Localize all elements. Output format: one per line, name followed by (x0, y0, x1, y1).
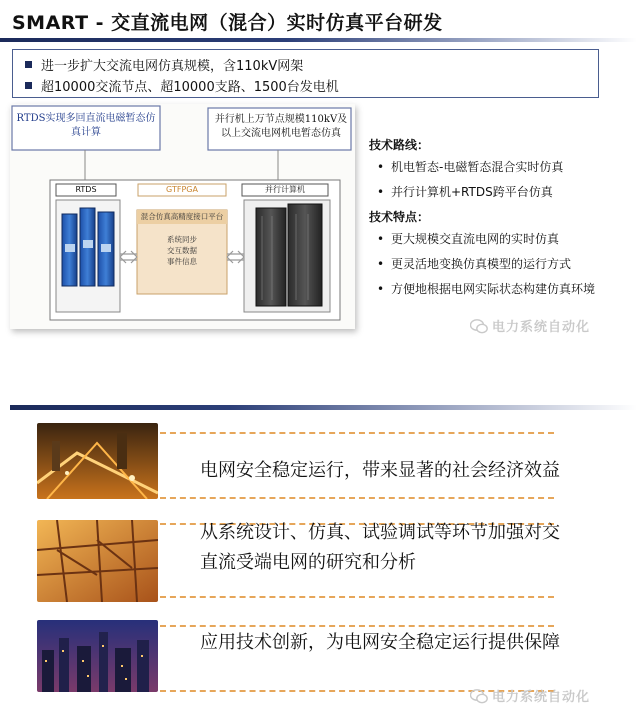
benefit-text: 应用技术创新，为电网安全稳定运行提供保障 (200, 632, 560, 653)
tech-route-heading: 技术路线： (369, 138, 430, 152)
dashed-rule (160, 596, 554, 598)
dashed-rule (160, 497, 554, 499)
section-divider (10, 405, 637, 410)
tech-feature-item: • 更灵活地变换仿真模型的运行方式 (377, 257, 572, 271)
tech-route-item: • 并行计算机+RTDS跨平台仿真 (377, 185, 553, 199)
label-rtds: RTDS (75, 185, 97, 194)
page-title: SMART - 交直流电网（混合）实时仿真平台研发 (12, 12, 443, 34)
city-night-photo (37, 423, 158, 499)
watermark: 电力系统自动化 (470, 316, 590, 338)
tech-feature-item: • 方便地根据电网实际状态构建仿真环境 (377, 282, 596, 296)
city-skyline-photo (37, 620, 158, 692)
dashed-rule (160, 432, 554, 434)
scope-box (12, 49, 599, 98)
interface-items: 系统同步 交互数据 事件信息 (167, 235, 197, 266)
scope-item: 超10000交流节点、超10000支路、1500台发电机 (25, 76, 339, 95)
scope-item: 进一步扩大交流电网仿真规模，含110kV网架 (25, 55, 303, 74)
benefit-text: 从系统设计、仿真、试验调试等环节加强对交 直流受端电网的研究和分析 (200, 522, 560, 573)
substation-photo (37, 520, 158, 602)
callout-right-text: 并行机上万节点规模110kV及 以上交流电网机电暂态仿真 (214, 114, 348, 139)
label-gtfpga: GTFPGA (166, 185, 198, 194)
title-divider (0, 38, 637, 42)
tech-feature-item: • 更大规模交直流电网的实时仿真 (377, 232, 560, 246)
interface-title: 混合仿真高精度接口平台 (140, 212, 224, 221)
tech-features-heading: 技术特点： (369, 210, 430, 224)
tech-route-item: • 机电暂态-电磁暂态混合实时仿真 (377, 160, 564, 174)
benefit-text: 电网安全稳定运行，带来显著的社会经济效益 (200, 460, 560, 481)
architecture-diagram (10, 104, 355, 329)
wechat-icon (470, 319, 488, 338)
label-parallel-computer: 并行计算机 (265, 185, 305, 194)
tech-panel (369, 136, 629, 305)
watermark: 电力系统自动化 (470, 686, 590, 708)
square-bullet-icon (25, 61, 32, 68)
dashed-rule (160, 625, 554, 627)
callout-left-text: RTDS实现多回直流电磁暂态仿 真计算 (16, 113, 156, 138)
wechat-icon (470, 689, 488, 708)
square-bullet-icon (25, 82, 32, 89)
